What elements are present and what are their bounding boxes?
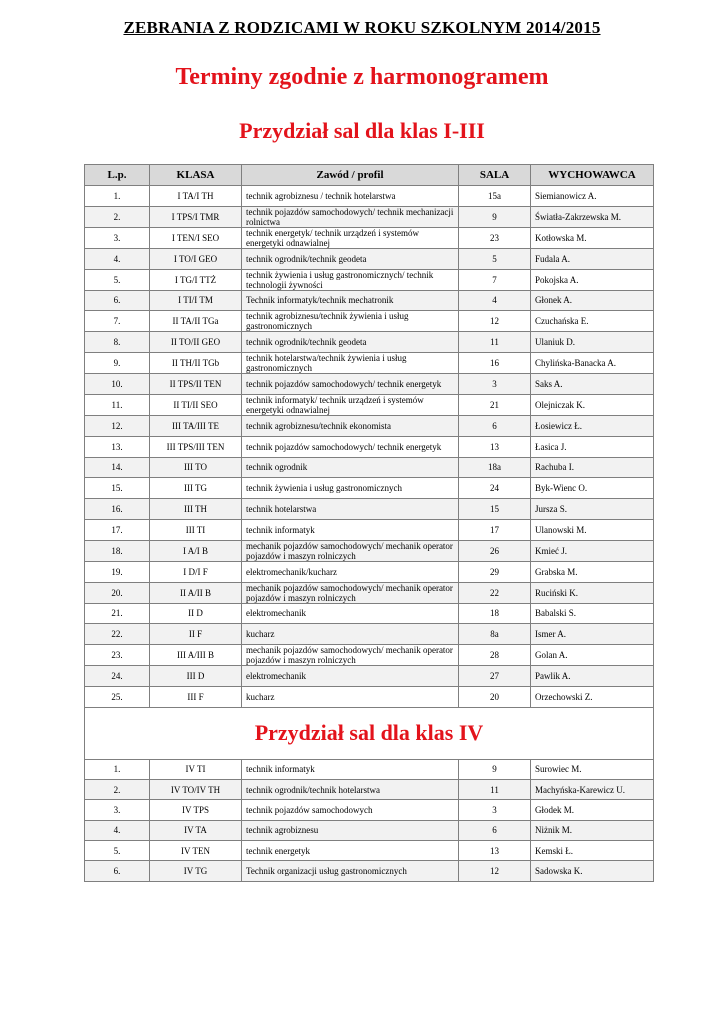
cell-wychowawca: Ismer A. bbox=[531, 624, 654, 645]
cell-zawod: technik żywienia i usług gastronomicznych/ technik technologii żywności bbox=[242, 269, 459, 290]
cell-wychowawca: Saks A. bbox=[531, 374, 654, 395]
cell-zawod: technik agrobiznesu/technik ekonomista bbox=[242, 415, 459, 436]
table-row bbox=[85, 353, 654, 374]
cell-sala: 9 bbox=[459, 206, 531, 227]
cell-sala: 11 bbox=[459, 780, 531, 800]
cell-zawod: technik ogrodnik/technik hotelarstwa bbox=[242, 780, 459, 800]
cell-wychowawca: Byk-Wienc O. bbox=[531, 478, 654, 499]
cell-klasa: I TI/I TM bbox=[150, 290, 242, 311]
cell-zawod: technik hotelarstwa/technik żywienia i usług gastronomicznych bbox=[242, 353, 459, 374]
cell-klasa: II TA/II TGa bbox=[150, 311, 242, 332]
table-body-classes-4 bbox=[85, 759, 654, 881]
cell-zawod: technik pojazdów samochodowych/ technik energetyk bbox=[242, 374, 459, 395]
column-header-sala: SALA bbox=[459, 165, 531, 186]
cell-klasa: I TPS/I TMR bbox=[150, 206, 242, 227]
cell-lp: 24. bbox=[85, 666, 150, 687]
table-row bbox=[85, 248, 654, 269]
cell-lp: 3. bbox=[85, 800, 150, 820]
cell-zawod: mechanik pojazdów samochodowych/ mechanik operator pojazdów i maszyn rolniczych bbox=[242, 645, 459, 666]
cell-zawod: technik informatyk bbox=[242, 519, 459, 540]
table-row bbox=[85, 820, 654, 840]
cell-sala: 22 bbox=[459, 582, 531, 603]
table-row bbox=[85, 624, 654, 645]
cell-wychowawca: Łasica J. bbox=[531, 436, 654, 457]
cell-zawod: elektromechanik/kucharz bbox=[242, 561, 459, 582]
cell-klasa: I D/I F bbox=[150, 561, 242, 582]
cell-zawod: kucharz bbox=[242, 624, 459, 645]
cell-wychowawca: Kemski Ł. bbox=[531, 840, 654, 860]
cell-sala: 23 bbox=[459, 227, 531, 248]
cell-sala: 3 bbox=[459, 374, 531, 395]
cell-klasa: IV TEN bbox=[150, 840, 242, 860]
cell-zawod: technik żywienia i usług gastronomicznych bbox=[242, 478, 459, 499]
cell-zawod: technik informatyk bbox=[242, 759, 459, 779]
cell-wychowawca: Orzechowski Z. bbox=[531, 686, 654, 707]
table-row bbox=[85, 666, 654, 687]
cell-lp: 23. bbox=[85, 645, 150, 666]
cell-lp: 8. bbox=[85, 332, 150, 353]
cell-zawod: elektromechanik bbox=[242, 603, 459, 624]
cell-sala: 13 bbox=[459, 840, 531, 860]
cell-zawod: technik pojazdów samochodowych bbox=[242, 800, 459, 820]
cell-lp: 15. bbox=[85, 478, 150, 499]
cell-lp: 1. bbox=[85, 186, 150, 207]
cell-klasa: I TG/I TTŻ bbox=[150, 269, 242, 290]
section-heading-4: Przydział sal dla klas IV bbox=[85, 707, 654, 759]
cell-zawod: technik agrobiznesu / technik hotelarstwa bbox=[242, 186, 459, 207]
cell-lp: 19. bbox=[85, 561, 150, 582]
cell-wychowawca: Grabska M. bbox=[531, 561, 654, 582]
column-header-klasa: KLASA bbox=[150, 165, 242, 186]
cell-wychowawca: Fudala A. bbox=[531, 248, 654, 269]
cell-lp: 5. bbox=[85, 269, 150, 290]
cell-klasa: IV TG bbox=[150, 861, 242, 881]
cell-lp: 16. bbox=[85, 499, 150, 520]
table-row bbox=[85, 186, 654, 207]
cell-lp: 10. bbox=[85, 374, 150, 395]
cell-zawod: technik hotelarstwa bbox=[242, 499, 459, 520]
cell-zawod: technik energetyk/ technik urządzeń i systemów energetyki odnawialnej bbox=[242, 227, 459, 248]
cell-klasa: II F bbox=[150, 624, 242, 645]
table-row bbox=[85, 759, 654, 779]
cell-wychowawca: Światła-Zakrzewska M. bbox=[531, 206, 654, 227]
cell-sala: 29 bbox=[459, 561, 531, 582]
cell-lp: 25. bbox=[85, 686, 150, 707]
cell-sala: 12 bbox=[459, 311, 531, 332]
cell-lp: 12. bbox=[85, 415, 150, 436]
table-header-row bbox=[85, 165, 654, 186]
page-subtitle: Terminy zgodnie z harmonogramem bbox=[175, 64, 549, 90]
cell-zawod: mechanik pojazdów samochodowych/ mechanik operator pojazdów i maszyn rolniczych bbox=[242, 540, 459, 561]
cell-zawod: elektromechanik bbox=[242, 666, 459, 687]
cell-sala: 16 bbox=[459, 353, 531, 374]
cell-klasa: IV TA bbox=[150, 820, 242, 840]
table-row bbox=[85, 840, 654, 860]
table-row bbox=[85, 561, 654, 582]
cell-lp: 20. bbox=[85, 582, 150, 603]
table-row bbox=[85, 861, 654, 881]
cell-klasa: I TO/I GEO bbox=[150, 248, 242, 269]
cell-wychowawca: Chylińska-Banacka A. bbox=[531, 353, 654, 374]
cell-lp: 7. bbox=[85, 311, 150, 332]
cell-klasa: IV TI bbox=[150, 759, 242, 779]
cell-klasa: II TPS/II TEN bbox=[150, 374, 242, 395]
cell-wychowawca: Czuchańska E. bbox=[531, 311, 654, 332]
cell-wychowawca: Głodek M. bbox=[531, 800, 654, 820]
section-heading-1-3: Przydział sal dla klas I-III bbox=[239, 118, 485, 143]
cell-sala: 3 bbox=[459, 800, 531, 820]
cell-sala: 8a bbox=[459, 624, 531, 645]
cell-sala: 24 bbox=[459, 478, 531, 499]
cell-sala: 12 bbox=[459, 861, 531, 881]
table-row bbox=[85, 800, 654, 820]
cell-lp: 2. bbox=[85, 780, 150, 800]
table-row bbox=[85, 457, 654, 478]
cell-lp: 1. bbox=[85, 759, 150, 779]
cell-lp: 6. bbox=[85, 861, 150, 881]
table-row bbox=[85, 519, 654, 540]
page-title: ZEBRANIA Z RODZICAMI W ROKU SZKOLNYM 2014/2015 bbox=[123, 18, 601, 37]
cell-sala: 26 bbox=[459, 540, 531, 561]
cell-lp: 6. bbox=[85, 290, 150, 311]
cell-sala: 15a bbox=[459, 186, 531, 207]
cell-zawod: Technik organizacji usług gastronomicznych bbox=[242, 861, 459, 881]
cell-lp: 22. bbox=[85, 624, 150, 645]
table-body-classes-1-3 bbox=[85, 186, 654, 708]
cell-wychowawca: Jursza S. bbox=[531, 499, 654, 520]
cell-zawod: kucharz bbox=[242, 686, 459, 707]
cell-wychowawca: Surowiec M. bbox=[531, 759, 654, 779]
cell-zawod: technik pojazdów samochodowych/ technik mechanizacji rolnictwa bbox=[242, 206, 459, 227]
table-row bbox=[85, 780, 654, 800]
table-row bbox=[85, 478, 654, 499]
cell-klasa: I TA/I TH bbox=[150, 186, 242, 207]
cell-zawod: mechanik pojazdów samochodowych/ mechanik operator pojazdów i maszyn rolniczych bbox=[242, 582, 459, 603]
section-row-group bbox=[85, 707, 654, 759]
table-row bbox=[85, 394, 654, 415]
cell-wychowawca: Ulaniuk D. bbox=[531, 332, 654, 353]
cell-klasa: III A/III B bbox=[150, 645, 242, 666]
column-header-lp: L.p. bbox=[85, 165, 150, 186]
cell-klasa: III D bbox=[150, 666, 242, 687]
cell-zawod: technik pojazdów samochodowych/ technik energetyk bbox=[242, 436, 459, 457]
cell-sala: 27 bbox=[459, 666, 531, 687]
cell-sala: 20 bbox=[459, 686, 531, 707]
cell-klasa: III TG bbox=[150, 478, 242, 499]
table-row bbox=[85, 582, 654, 603]
table-row bbox=[85, 603, 654, 624]
cell-klasa: III TI bbox=[150, 519, 242, 540]
cell-zawod: Technik informatyk/technik mechatronik bbox=[242, 290, 459, 311]
cell-klasa: II TO/II GEO bbox=[150, 332, 242, 353]
cell-sala: 15 bbox=[459, 499, 531, 520]
cell-wychowawca: Babalski S. bbox=[531, 603, 654, 624]
cell-wychowawca: Pokojska A. bbox=[531, 269, 654, 290]
cell-klasa: III TPS/III TEN bbox=[150, 436, 242, 457]
table-row bbox=[85, 436, 654, 457]
cell-wychowawca: Kmieć J. bbox=[531, 540, 654, 561]
cell-lp: 14. bbox=[85, 457, 150, 478]
cell-lp: 17. bbox=[85, 519, 150, 540]
cell-lp: 4. bbox=[85, 248, 150, 269]
cell-wychowawca: Kotłowska M. bbox=[531, 227, 654, 248]
cell-sala: 5 bbox=[459, 248, 531, 269]
table-row bbox=[85, 499, 654, 520]
cell-lp: 9. bbox=[85, 353, 150, 374]
cell-zawod: technik informatyk/ technik urządzeń i systemów energetyki odnawialnej bbox=[242, 394, 459, 415]
section-row-classes-4 bbox=[85, 707, 654, 759]
cell-sala: 17 bbox=[459, 519, 531, 540]
cell-lp: 18. bbox=[85, 540, 150, 561]
cell-sala: 4 bbox=[459, 290, 531, 311]
cell-wychowawca: Łosiewicz Ł. bbox=[531, 415, 654, 436]
cell-sala: 18 bbox=[459, 603, 531, 624]
cell-klasa: III TA/III TE bbox=[150, 415, 242, 436]
cell-sala: 21 bbox=[459, 394, 531, 415]
cell-zawod: technik ogrodnik bbox=[242, 457, 459, 478]
cell-wychowawca: Olejniczak K. bbox=[531, 394, 654, 415]
cell-klasa: II D bbox=[150, 603, 242, 624]
cell-zawod: technik agrobiznesu bbox=[242, 820, 459, 840]
cell-sala: 7 bbox=[459, 269, 531, 290]
cell-klasa: IV TO/IV TH bbox=[150, 780, 242, 800]
cell-klasa: III TO bbox=[150, 457, 242, 478]
cell-klasa: I A/I B bbox=[150, 540, 242, 561]
cell-sala: 6 bbox=[459, 415, 531, 436]
cell-klasa: I TEN/I SEO bbox=[150, 227, 242, 248]
cell-lp: 11. bbox=[85, 394, 150, 415]
cell-wychowawca: Sadowska K. bbox=[531, 861, 654, 881]
table-row bbox=[85, 415, 654, 436]
cell-sala: 18a bbox=[459, 457, 531, 478]
table-row bbox=[85, 269, 654, 290]
cell-zawod: technik energetyk bbox=[242, 840, 459, 860]
cell-lp: 21. bbox=[85, 603, 150, 624]
cell-sala: 28 bbox=[459, 645, 531, 666]
cell-wychowawca: Ulanowski M. bbox=[531, 519, 654, 540]
cell-wychowawca: Siemianowicz A. bbox=[531, 186, 654, 207]
cell-klasa: IV TPS bbox=[150, 800, 242, 820]
cell-klasa: II TI/II SEO bbox=[150, 394, 242, 415]
cell-wychowawca: Golan A. bbox=[531, 645, 654, 666]
cell-klasa: III TH bbox=[150, 499, 242, 520]
table-row bbox=[85, 374, 654, 395]
cell-lp: 2. bbox=[85, 206, 150, 227]
cell-wychowawca: Niżnik M. bbox=[531, 820, 654, 840]
table-row bbox=[85, 645, 654, 666]
cell-klasa: II TH/II TGb bbox=[150, 353, 242, 374]
cell-sala: 9 bbox=[459, 759, 531, 779]
cell-zawod: technik ogrodnik/technik geodeta bbox=[242, 332, 459, 353]
cell-lp: 5. bbox=[85, 840, 150, 860]
table-row bbox=[85, 540, 654, 561]
table-row bbox=[85, 686, 654, 707]
table-row bbox=[85, 206, 654, 227]
cell-wychowawca: Pawlik A. bbox=[531, 666, 654, 687]
cell-sala: 13 bbox=[459, 436, 531, 457]
cell-wychowawca: Głonek A. bbox=[531, 290, 654, 311]
cell-lp: 13. bbox=[85, 436, 150, 457]
table-row bbox=[85, 290, 654, 311]
cell-klasa: III F bbox=[150, 686, 242, 707]
column-header-zawod: Zawód / profil bbox=[242, 165, 459, 186]
cell-zawod: technik ogrodnik/technik geodeta bbox=[242, 248, 459, 269]
cell-sala: 6 bbox=[459, 820, 531, 840]
table-row bbox=[85, 332, 654, 353]
cell-wychowawca: Machyńska-Karewicz U. bbox=[531, 780, 654, 800]
cell-wychowawca: Rachuba I. bbox=[531, 457, 654, 478]
table-row bbox=[85, 311, 654, 332]
column-header-wychowawca: WYCHOWAWCA bbox=[531, 165, 654, 186]
cell-klasa: II A/II B bbox=[150, 582, 242, 603]
cell-lp: 3. bbox=[85, 227, 150, 248]
table-row bbox=[85, 227, 654, 248]
cell-lp: 4. bbox=[85, 820, 150, 840]
cell-sala: 11 bbox=[459, 332, 531, 353]
room-assignment-table bbox=[84, 164, 654, 882]
cell-zawod: technik agrobiznesu/technik żywienia i usług gastronomicznych bbox=[242, 311, 459, 332]
cell-wychowawca: Ruciński K. bbox=[531, 582, 654, 603]
